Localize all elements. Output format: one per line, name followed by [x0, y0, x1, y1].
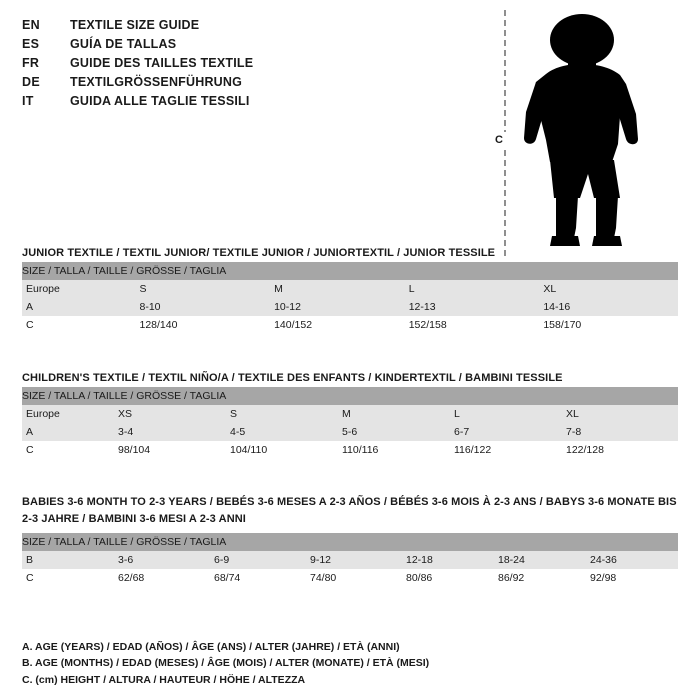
legend	[22, 639, 678, 688]
row-label: A	[22, 423, 118, 441]
table-header-row	[22, 533, 678, 551]
language-row	[22, 18, 352, 32]
table-cell: 62/68	[118, 572, 145, 584]
table-cell: 122/128	[566, 443, 604, 456]
section-title: CHILDREN'S TEXTILE / TEXTIL NIÑO/A / TEXTILE DES ENFANTS / KINDERTEXTIL / BAMBINI TESSILE	[22, 372, 563, 384]
language-code: ES	[22, 37, 40, 51]
table-cell: 98/104	[118, 443, 151, 456]
table-row	[22, 569, 678, 587]
language-code: IT	[22, 94, 34, 108]
table-cell: 3-6	[118, 551, 214, 569]
table-cell: S	[230, 405, 342, 423]
table-row	[22, 298, 678, 316]
table-cell: XL	[566, 405, 678, 423]
row-label: C	[26, 443, 34, 456]
language-title-list	[22, 18, 352, 113]
table-cell: 14-16	[543, 298, 678, 316]
language-row	[22, 94, 352, 108]
row-label: Europe	[22, 280, 139, 298]
section-title: JUNIOR TEXTILE / TEXTIL JUNIOR/ TEXTILE JUNIOR / JUNIORTEXTIL / JUNIOR TESSILE	[22, 247, 496, 259]
language-row	[22, 56, 352, 70]
table-cell: M	[274, 280, 409, 298]
language-title: TEXTILE SIZE GUIDE	[70, 18, 200, 32]
table-cell: 104/110	[230, 443, 268, 456]
table-cell: 24-36	[590, 551, 678, 569]
table-header-row	[22, 387, 678, 405]
language-title: GUIDE DES TAILLES TEXTILE	[70, 56, 254, 70]
table-cell: 74/80	[310, 572, 337, 584]
table-cell: 110/116	[342, 443, 379, 456]
measurement-figure	[486, 8, 676, 258]
table-header-label: SIZE / TALLA / TAILLE / GRÖSSE / TAGLIA	[22, 262, 678, 280]
section-children	[22, 370, 678, 459]
child-silhouette-icon	[516, 12, 666, 252]
legend-line: B. AGE (MONTHS) / EDAD (MESES) / ÂGE (MOIS) / ALTER (MONATE) / ETÀ (MESI)	[22, 657, 430, 670]
table-cell: 86/92	[498, 572, 525, 584]
height-measure-label: C	[492, 132, 506, 148]
babies-size-table	[22, 533, 678, 587]
language-row	[22, 75, 352, 89]
table-cell: M	[342, 405, 454, 423]
table-header-label: SIZE / TALLA / TAILLE / GRÖSSE / TAGLIA	[22, 387, 678, 405]
section-babies	[22, 494, 678, 587]
language-title: GUÍA DE TALLAS	[70, 37, 177, 51]
table-cell: 8-10	[139, 298, 274, 316]
legend-line: C. (cm) HEIGHT / ALTURA / HAUTEUR / HÖHE / ALTEZZA	[22, 673, 306, 686]
row-label: A	[22, 298, 139, 316]
table-row	[22, 441, 678, 459]
language-code: FR	[22, 56, 40, 70]
table-cell: 92/98	[590, 572, 617, 584]
table-cell: L	[409, 280, 544, 298]
table-header-row	[22, 262, 678, 280]
table-row	[22, 423, 678, 441]
table-row	[22, 405, 678, 423]
table-cell: 6-7	[454, 423, 566, 441]
table-cell: XL	[543, 280, 678, 298]
language-code: DE	[22, 75, 40, 89]
table-cell: 6-9	[214, 551, 310, 569]
table-cell: 4-5	[230, 423, 342, 441]
table-row	[22, 316, 678, 334]
row-label: B	[22, 551, 118, 569]
section-junior	[22, 245, 678, 334]
table-cell: 152/158	[408, 318, 447, 331]
table-cell: 9-12	[310, 551, 406, 569]
language-title: GUIDA ALLE TAGLIE TESSILI	[70, 94, 250, 108]
table-cell: 10-12	[274, 298, 409, 316]
language-row	[22, 37, 352, 51]
table-cell: 140/152	[274, 318, 313, 331]
table-cell: 116/122	[454, 443, 492, 456]
table-cell: XS	[118, 405, 230, 423]
language-code: EN	[22, 18, 40, 32]
table-cell: 158/170	[543, 318, 582, 331]
table-row	[22, 551, 678, 569]
table-cell: 18-24	[498, 551, 590, 569]
table-row	[22, 280, 678, 298]
section-title: BABIES 3-6 MONTH TO 2-3 YEARS / BEBÉS 3-6 MESES A 2-3 AÑOS / BÉBÉS 3-6 MOIS À 2-3 ANS / BABYS 3-6 MONATE BIS 2-3 JAHRE / BAMBINI 3-6 MESI A 2-3 ANNI	[22, 496, 677, 525]
table-cell: 80/86	[406, 572, 433, 584]
legend-line: A. AGE (YEARS) / EDAD (AÑOS) / ÂGE (ANS) / ALTER (JAHRE) / ETÀ (ANNI)	[22, 641, 400, 654]
children-size-table	[22, 387, 678, 459]
row-label: C	[26, 572, 34, 584]
row-label: Europe	[22, 405, 118, 423]
table-cell: 7-8	[566, 423, 678, 441]
table-header-label: SIZE / TALLA / TAILLE / GRÖSSE / TAGLIA	[22, 533, 678, 551]
table-cell: L	[454, 405, 566, 423]
table-cell: 12-13	[409, 298, 544, 316]
table-cell: S	[139, 280, 274, 298]
table-cell: 68/74	[214, 572, 241, 584]
table-cell: 3-4	[118, 423, 230, 441]
table-cell: 5-6	[342, 423, 454, 441]
junior-size-table	[22, 262, 678, 334]
row-label: C	[26, 318, 34, 331]
table-cell: 12-18	[406, 551, 498, 569]
table-cell: 128/140	[139, 318, 178, 331]
language-title: TEXTILGRÖSSENFÜHRUNG	[70, 75, 243, 89]
